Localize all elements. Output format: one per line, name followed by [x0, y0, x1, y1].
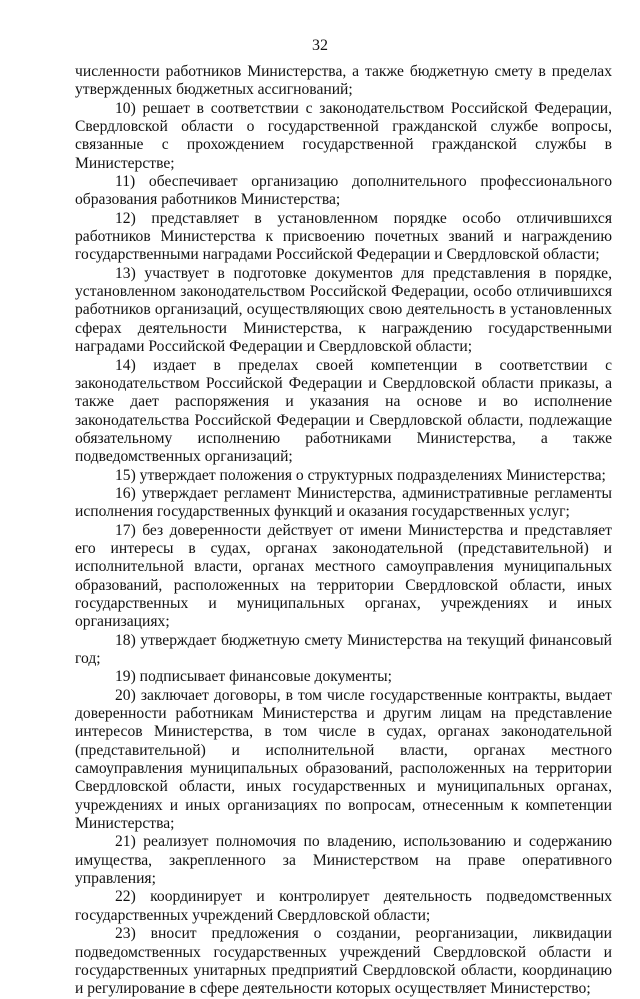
paragraph-item-21: 21) реализует полномочия по владению, использованию и содержанию имущества, закрепленного за Министерством на праве оперативного управления;	[75, 833, 612, 888]
paragraph-item-22: 22) координирует и контролирует деятельность подведомственных государственных учреждений Свердловской области;	[75, 888, 612, 924]
paragraph-item-20: 20) заключает договоры, в том числе государственные контракты, выдает доверенности работникам Министерства и другим лицам на представление интересов Министерства, в том числе в судах, органах законодательной (представительной) и исполнительной власти, органах местного самоуправления муниципальных образований, расположенных на территории Свердловской области, иных государственных и муниципальных органах, учреждениях и иных организациях по вопросам, отнесенным к компетенции Министерства;	[75, 686, 612, 833]
paragraph-item-19: 19) подписывает финансовые документы;	[115, 668, 392, 686]
paragraph-item-12: 12) представляет в установленном порядке особо отличившихся работников Министерства к присвоению почетных званий и награждению государственными наградами Российской Федерации и Свердловской области;	[75, 209, 612, 264]
paragraph-item-15: 15) утверждает положения о структурных подразделениях Министерства;	[115, 466, 606, 484]
paragraph-item-23: 23) вносит предложения о создании, реорганизации, ликвидации подведомственных государственных учреждений Свердловской области и государственных унитарных предприятий Свердловской области, координацию и регулирование в сфере деятельности которых осуществляет Министерство;	[75, 925, 612, 998]
paragraph-item-10: 10) решает в соответствии с законодательством Российской Федерации, Свердловской области о государственной гражданской службе вопросы, связанные с прохождением государственной гражданской службы в Министерстве;	[75, 99, 612, 172]
paragraph-continuation: численности работников Министерства, а также бюджетную смету в пределах утвержденных бюджетных ассигнований;	[75, 63, 612, 99]
paragraph-item-14: 14) издает в пределах своей компетенции в соответствии с законодательством Российской Федерации и Свердловской области приказы, а также дает распоряжения и указания на основе и во исполнение законодательства Российской Федерации и Свердловской области, подлежащие обязательному исполнению работниками Министерства, а также подведомственных организаций;	[75, 356, 612, 466]
paragraph-item-16: 16) утверждает регламент Министерства, административные регламенты исполнения государственных функций и оказания государственных услуг;	[75, 484, 612, 521]
paragraph-item-18: 18) утверждает бюджетную смету Министерства на текущий финансовый год;	[75, 631, 612, 667]
paragraph-item-17: 17) без доверенности действует от имени Министерства и представляет его интересы в судах, органах законодательной (представительной) и исполнительной власти, органах местного самоуправления муниципальных образований, расположенных на территории Свердловской области, иных государственных и муниципальных органах, учреждениях и иных организациях;	[75, 521, 612, 631]
document-body	[75, 63, 612, 999]
page-number: 32	[312, 37, 328, 54]
paragraph-item-13: 13) участвует в подготовке документов для представления в порядке, установленном законодательством Российской Федерации, особо отличившихся работников организаций, осуществляющих свою деятельность в установленных сферах деятельности Министерства, к награждению государственными наградами Российской Федерации и Свердловской области;	[75, 264, 612, 356]
paragraph-item-11: 11) обеспечивает организацию дополнительного профессионального образования работников Министерства;	[75, 173, 612, 209]
